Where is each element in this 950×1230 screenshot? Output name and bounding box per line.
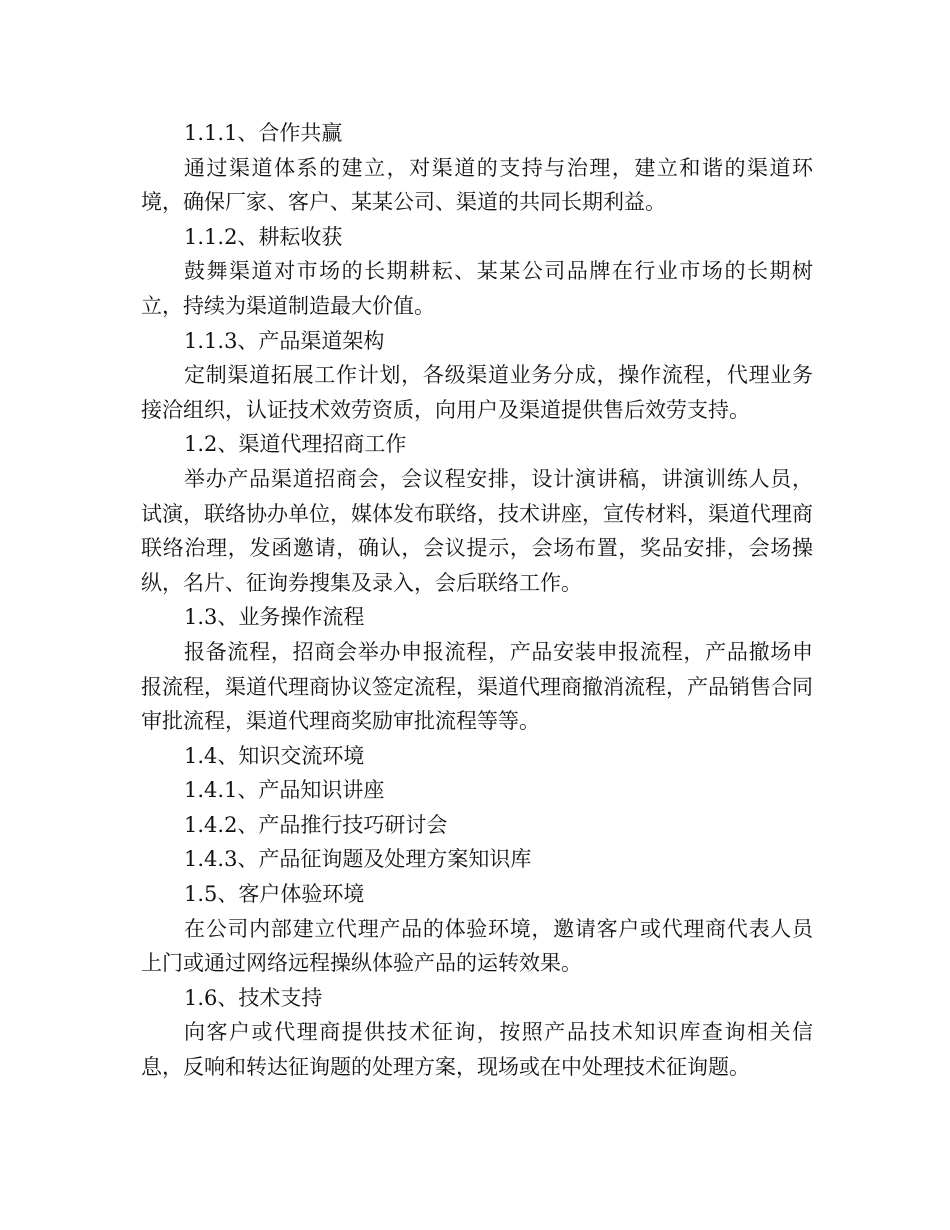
document-body xyxy=(141,116,813,1085)
section-heading-1-2: 1.2、渠道代理招商工作 xyxy=(184,432,407,457)
section-heading-1-4-1: 1.4.1、产品知识讲座 xyxy=(184,778,385,803)
section-heading-1-4-2: 1.4.2、产品推行技巧研讨会 xyxy=(184,812,448,837)
section-heading-1-4: 1.4、知识交流环境 xyxy=(184,743,365,768)
section-heading-1-1-1: 1.1.1、合作共赢 xyxy=(184,121,343,145)
section-heading-1-1-3: 1.1.3、产品渠道架构 xyxy=(184,328,385,353)
paragraph-1-2: 举办产品渠道招商会，会议程安排，设计演讲稿，讲演训练人员，试演，联络协办单位，媒体发布联络，技术讲座，宣传材料，渠道代理商联络治理，发函邀请，确认，会议提示，会场布置，奖品安排，会场操纵，名片、征询券搜集及录入，会后联络工作。 xyxy=(141,466,813,595)
section-heading-1-5: 1.5、客户体验环境 xyxy=(184,882,365,907)
section-heading-1-1-2: 1.1.2、耕耘收获 xyxy=(184,224,343,249)
paragraph-1-5: 在公司内部建立代理产品的体验环境，邀请客户或代理商代表人员上门或通过网络远程操纵体验产品的运转效果。 xyxy=(141,916,813,976)
paragraph-1-6: 向客户或代理商提供技术征询，按照产品技术知识库查询相关信息，反响和转达征询题的处理方案，现场或在中处理技术征询题。 xyxy=(141,1020,813,1080)
paragraph-1-3: 报备流程，招商会举办申报流程，产品安装申报流程，产品撤场申报流程，渠道代理商协议签定流程，渠道代理商撤消流程，产品销售合同审批流程，渠道代理商奖励审批流程等等。 xyxy=(141,639,813,734)
section-heading-1-6: 1.6、技术支持 xyxy=(184,985,323,1010)
paragraph-1-1-3: 定制渠道拓展工作计划，各级渠道业务分成，操作流程，代理业务接洽组织，认证技术效劳资质，向用户及渠道提供售后效劳支持。 xyxy=(141,363,813,422)
paragraph-1-1-1: 通过渠道体系的建立，对渠道的支持与治理，建立和谐的渠道环境，确保厂家、客户、某某公司、渠道的共同长期利益。 xyxy=(141,155,813,215)
paragraph-1-1-2: 鼓舞渠道对市场的长期耕耘、某某公司品牌在行业市场的长期树立，持续为渠道制造最大价值。 xyxy=(141,259,813,318)
section-heading-1-4-3: 1.4.3、产品征询题及处理方案知识库 xyxy=(184,847,532,872)
section-heading-1-3: 1.3、业务操作流程 xyxy=(184,605,365,630)
